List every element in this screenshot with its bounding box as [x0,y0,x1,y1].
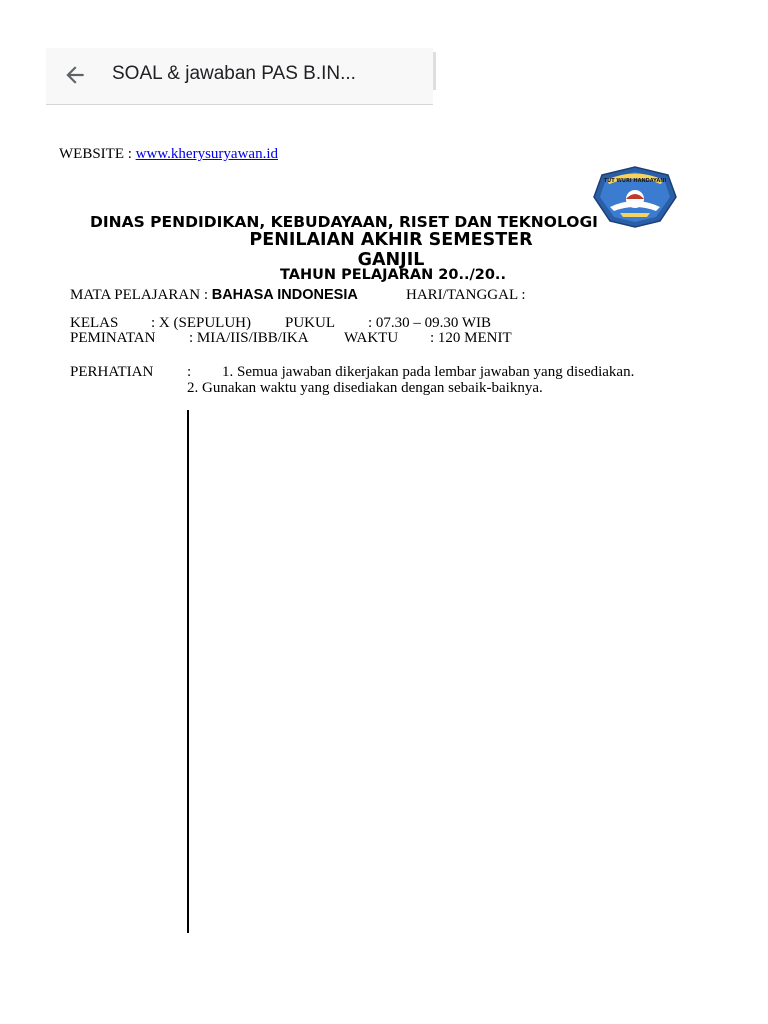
pukul-value: : 07.30 – 09.30 WIB [368,315,492,331]
mata-pelajaran-row [70,287,358,304]
perhatian-label: PERHATIAN [70,364,154,380]
header-exam-title: PENILAIAN AKHIR SEMESTER [249,230,533,250]
website-link[interactable]: www.kherysuryawan.id [135,146,278,162]
waktu-label: WAKTU [344,330,399,346]
perhatian-item-1: 1. Semua jawaban dikerjakan pada lembar jawaban yang disediakan. [222,364,635,380]
logo-text: TUT WURI HANDAYANI [603,178,667,184]
website-line [59,146,278,163]
document-title: SOAL & jawaban PAS B.IN... [112,63,356,84]
arrow-back-icon [62,62,88,88]
peminatan-label: PEMINATAN [70,330,156,346]
mata-pelajaran-label: MATA PELAJARAN : [70,287,212,303]
vertical-divider [187,410,189,933]
website-label: WEBSITE : [59,146,136,162]
kelas-label: KELAS [70,315,119,331]
tut-wuri-handayani-logo [590,165,680,231]
header-semester: GANJIL [357,250,425,270]
perhatian-colon: : [187,364,192,380]
app-bar [46,48,433,105]
perhatian-item-2: 2. Gunakan waktu yang disediakan dengan sebaik-baiknya. [187,380,543,396]
pukul-label: PUKUL [285,315,336,331]
back-button[interactable] [62,62,88,88]
header-school-year: TAHUN PELAJARAN 20../20.. [280,267,506,283]
mata-pelajaran-value: BAHASA INDONESIA [211,287,358,303]
app-bar-edge [433,52,436,90]
waktu-value: : 120 MENIT [430,330,512,346]
kelas-value: : X (SEPULUH) [151,315,251,331]
hari-tanggal-label: HARI/TANGGAL : [406,287,526,303]
header-institution: DINAS PENDIDIKAN, KEBUDAYAAN, RISET DAN TEKNOLOGI [90,213,598,231]
peminatan-value: : MIA/IIS/IBB/IKA [189,330,309,346]
